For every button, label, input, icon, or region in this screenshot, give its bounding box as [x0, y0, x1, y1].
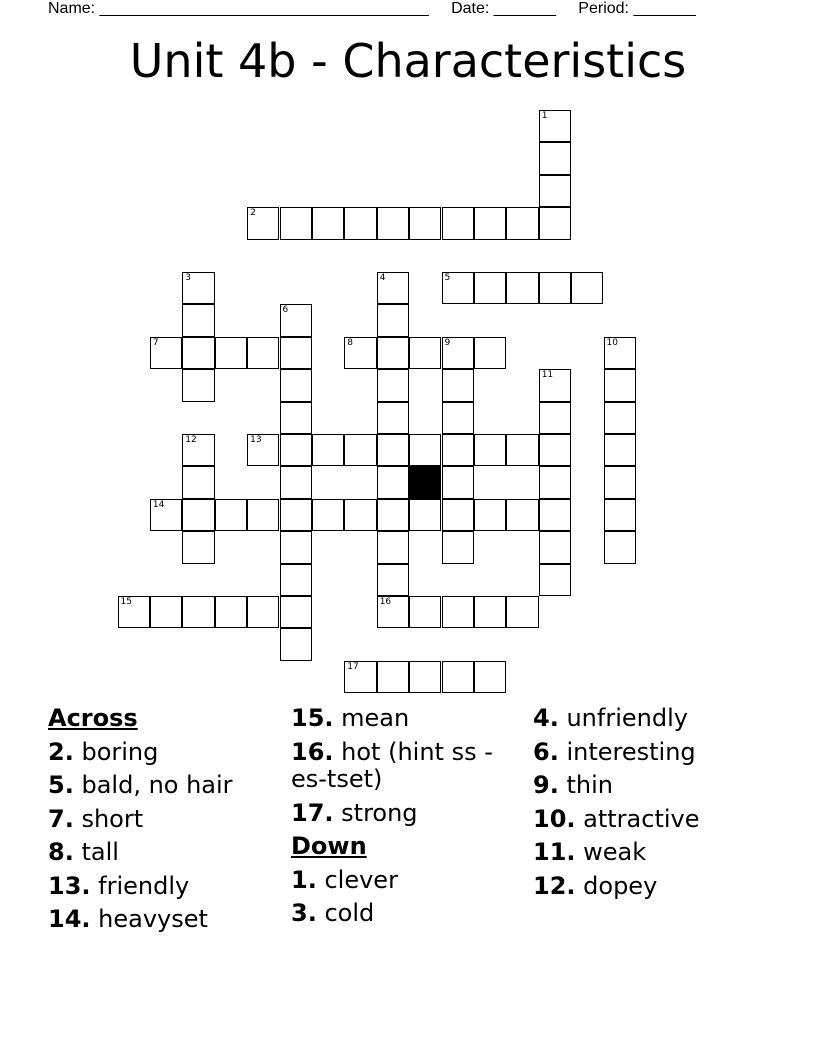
grid-cell[interactable] [247, 499, 279, 531]
grid-cell[interactable] [377, 564, 409, 596]
grid-cell[interactable] [409, 207, 441, 239]
clue-across-2 [48, 736, 233, 770]
grid-cell[interactable] [312, 434, 344, 466]
date-label: Date: [451, 0, 490, 17]
grid-cell[interactable] [344, 499, 376, 531]
grid-cell[interactable] [247, 434, 279, 466]
grid-cell[interactable] [150, 337, 182, 369]
grid-cell[interactable] [182, 596, 214, 628]
grid-cell[interactable] [182, 304, 214, 336]
grid-cell[interactable] [604, 434, 636, 466]
grid-cell[interactable] [280, 337, 312, 369]
grid-cell[interactable] [280, 369, 312, 401]
clue-down-12 [533, 870, 700, 904]
grid-cell[interactable] [604, 499, 636, 531]
clue-number: 16. [291, 737, 334, 766]
grid-cell[interactable] [506, 499, 538, 531]
cell-number: 14 [152, 499, 165, 510]
clue-number: 8. [48, 838, 74, 866]
clue-text: boring [81, 737, 159, 766]
grid-cell[interactable] [442, 402, 474, 434]
cell-number: 2 [250, 208, 256, 219]
clue-text: tall [81, 838, 119, 866]
grid-cell[interactable] [442, 337, 474, 369]
grid-cell[interactable] [312, 499, 344, 531]
grid-cell[interactable] [182, 434, 214, 466]
grid-cell[interactable] [539, 466, 571, 498]
period-label: Period: [578, 0, 629, 17]
grid-cell[interactable] [280, 466, 312, 498]
page-title: Unit 4b - Characteristics [129, 34, 687, 88]
grid-cell[interactable] [409, 596, 441, 628]
grid-cell[interactable] [377, 531, 409, 563]
grid-cell[interactable] [377, 369, 409, 401]
clue-across-7 [48, 803, 233, 837]
grid-cell[interactable] [442, 531, 474, 563]
cell-number: 1 [541, 111, 548, 121]
clue-down-3 [291, 897, 493, 931]
down-heading: Down [291, 832, 367, 860]
grid-cell[interactable] [215, 337, 247, 369]
clue-down-11 [533, 836, 700, 870]
grid-cell[interactable] [442, 434, 474, 466]
grid-cell[interactable] [150, 499, 182, 531]
cell-number: 11 [541, 370, 554, 381]
grid-cell[interactable] [604, 337, 636, 369]
clue-across-16-cont: es-tset) [291, 765, 383, 793]
grid-cell[interactable] [539, 531, 571, 563]
cell-number: 10 [606, 337, 618, 348]
clue-text: strong [341, 798, 418, 827]
grid-cell[interactable] [539, 564, 571, 596]
clue-number: 15. [291, 704, 334, 732]
grid-cell[interactable] [280, 434, 312, 466]
grid-cell[interactable] [474, 434, 506, 466]
clue-text: mean [341, 704, 410, 732]
clue-down-6 [533, 736, 700, 770]
grid-cell[interactable] [344, 434, 376, 466]
grid-cell[interactable] [215, 499, 247, 531]
grid-cell[interactable] [539, 499, 571, 531]
name-label: Name: [48, 0, 96, 17]
clue-text: cold [324, 899, 375, 927]
cell-number: 6 [282, 305, 289, 316]
grid-cell[interactable] [604, 402, 636, 434]
grid-cell[interactable] [280, 564, 312, 596]
clue-across-15 [291, 702, 493, 736]
grid-cell[interactable] [442, 466, 474, 498]
clue-down-9 [533, 769, 700, 803]
cell-number: 12 [185, 435, 197, 445]
grid-cell[interactable] [377, 272, 409, 304]
grid-cell[interactable] [506, 596, 538, 628]
grid-cell[interactable] [247, 207, 279, 239]
cell-number: 13 [250, 435, 262, 445]
grid-cell[interactable] [377, 466, 409, 498]
grid-cell[interactable] [280, 304, 312, 336]
grid-cell[interactable] [215, 596, 247, 628]
clue-number: 6. [533, 737, 559, 766]
clue-text: heavyset [98, 905, 208, 933]
grid-cell[interactable] [409, 499, 441, 531]
grid-cell[interactable] [474, 499, 506, 531]
grid-cell[interactable] [474, 596, 506, 628]
clue-text: short [81, 804, 144, 833]
clue-column-2 [291, 702, 493, 931]
grid-cell[interactable] [377, 661, 409, 693]
clue-text: interesting [566, 737, 696, 766]
clue-text: bald, no hair [81, 771, 233, 799]
clue-across-14 [48, 903, 233, 937]
date-field[interactable]: _______ [493, 0, 557, 17]
clue-column-1 [48, 702, 233, 937]
grid-cell[interactable] [539, 175, 571, 207]
grid-cell[interactable] [182, 369, 214, 401]
grid-cell[interactable] [474, 337, 506, 369]
clue-number: 10. [533, 804, 576, 833]
grid-cell[interactable] [442, 499, 474, 531]
grid-cell[interactable] [604, 466, 636, 498]
grid-cell[interactable] [182, 466, 214, 498]
grid-cell[interactable] [409, 434, 441, 466]
clue-number: 12. [533, 871, 576, 900]
clue-text: hot (hint ss - [341, 737, 493, 766]
cell-number: 9 [444, 337, 451, 348]
clue-number: 3. [291, 899, 317, 927]
grid-cell[interactable] [442, 596, 474, 628]
grid-cell[interactable] [344, 661, 376, 693]
grid-cell[interactable] [182, 499, 214, 531]
clue-text: weak [583, 838, 647, 866]
grid-cell[interactable] [409, 661, 441, 693]
grid-cell[interactable] [280, 628, 312, 660]
grid-cell[interactable] [377, 402, 409, 434]
clue-text: friendly [98, 871, 190, 900]
grid-cell[interactable] [539, 142, 571, 174]
grid-cell[interactable] [377, 304, 409, 336]
grid-cell[interactable] [539, 110, 571, 142]
black-square [409, 466, 441, 498]
grid-cell[interactable] [539, 369, 571, 401]
clue-number: 17. [291, 798, 334, 827]
cell-number: 8 [347, 337, 354, 348]
grid-cell[interactable] [280, 531, 312, 563]
grid-cell[interactable] [539, 272, 571, 304]
grid-cell[interactable] [442, 207, 474, 239]
clue-across-13 [48, 870, 233, 904]
grid-cell[interactable] [280, 499, 312, 531]
grid-cell[interactable] [506, 207, 538, 239]
clue-across-5 [48, 769, 233, 803]
cell-number: 3 [185, 273, 192, 283]
grid-cell[interactable] [539, 207, 571, 239]
grid-cell[interactable] [280, 596, 312, 628]
clue-text: unfriendly [566, 704, 688, 732]
grid-cell[interactable] [539, 434, 571, 466]
clue-text: thin [566, 771, 613, 799]
cell-number: 17 [347, 661, 359, 672]
grid-cell[interactable] [150, 596, 182, 628]
cell-number: 15 [120, 597, 132, 607]
grid-cell[interactable] [118, 596, 150, 628]
grid-cell[interactable] [604, 531, 636, 563]
period-field[interactable]: _______ [633, 0, 696, 17]
grid-cell[interactable] [506, 272, 538, 304]
clue-across-8 [48, 836, 233, 870]
cell-number: 5 [444, 273, 451, 283]
grid-cell[interactable] [280, 207, 312, 239]
grid-cell[interactable] [377, 207, 409, 239]
grid-cell[interactable] [182, 272, 214, 304]
grid-cell[interactable] [442, 369, 474, 401]
clue-text: clever [324, 865, 398, 894]
clue-across-17 [291, 797, 493, 831]
clue-down-4 [533, 702, 700, 736]
grid-cell[interactable] [280, 402, 312, 434]
grid-cell[interactable] [377, 434, 409, 466]
grid-cell[interactable] [409, 337, 441, 369]
grid-cell[interactable] [344, 337, 376, 369]
grid-cell[interactable] [474, 272, 506, 304]
cell-number: 7 [152, 337, 159, 348]
grid-cell[interactable] [474, 207, 506, 239]
clue-number: 4. [533, 704, 559, 732]
grid-cell[interactable] [604, 369, 636, 401]
clue-down-1 [291, 864, 493, 898]
grid-cell[interactable] [377, 596, 409, 628]
grid-cell[interactable] [571, 272, 603, 304]
grid-cell[interactable] [344, 207, 376, 239]
clue-number: 1. [291, 865, 317, 894]
clue-down-10 [533, 803, 700, 837]
grid-cell[interactable] [474, 661, 506, 693]
grid-cell[interactable] [442, 661, 474, 693]
grid-cell[interactable] [506, 434, 538, 466]
clue-text: attractive [583, 804, 700, 833]
grid-cell[interactable] [247, 337, 279, 369]
grid-cell[interactable] [182, 531, 214, 563]
clue-number: 9. [533, 771, 559, 799]
grid-cell[interactable] [377, 499, 409, 531]
cell-number: 4 [379, 273, 386, 283]
clue-number: 5. [48, 771, 74, 799]
grid-cell[interactable] [539, 402, 571, 434]
clue-number: 2. [48, 737, 74, 766]
clue-number: 13. [48, 871, 91, 900]
grid-cell[interactable] [442, 272, 474, 304]
grid-cell[interactable] [312, 207, 344, 239]
across-heading: Across [48, 704, 138, 732]
clue-number: 7. [48, 804, 74, 833]
name-field[interactable]: _____________________________________ [99, 0, 429, 17]
clue-text: dopey [583, 871, 658, 900]
clue-column-3 [533, 702, 700, 903]
grid-cell[interactable] [182, 337, 214, 369]
clue-number: 11. [533, 838, 576, 866]
grid-cell[interactable] [377, 337, 409, 369]
clue-number: 14. [48, 905, 91, 933]
grid-cell[interactable] [247, 596, 279, 628]
cell-number: 16 [379, 597, 392, 607]
